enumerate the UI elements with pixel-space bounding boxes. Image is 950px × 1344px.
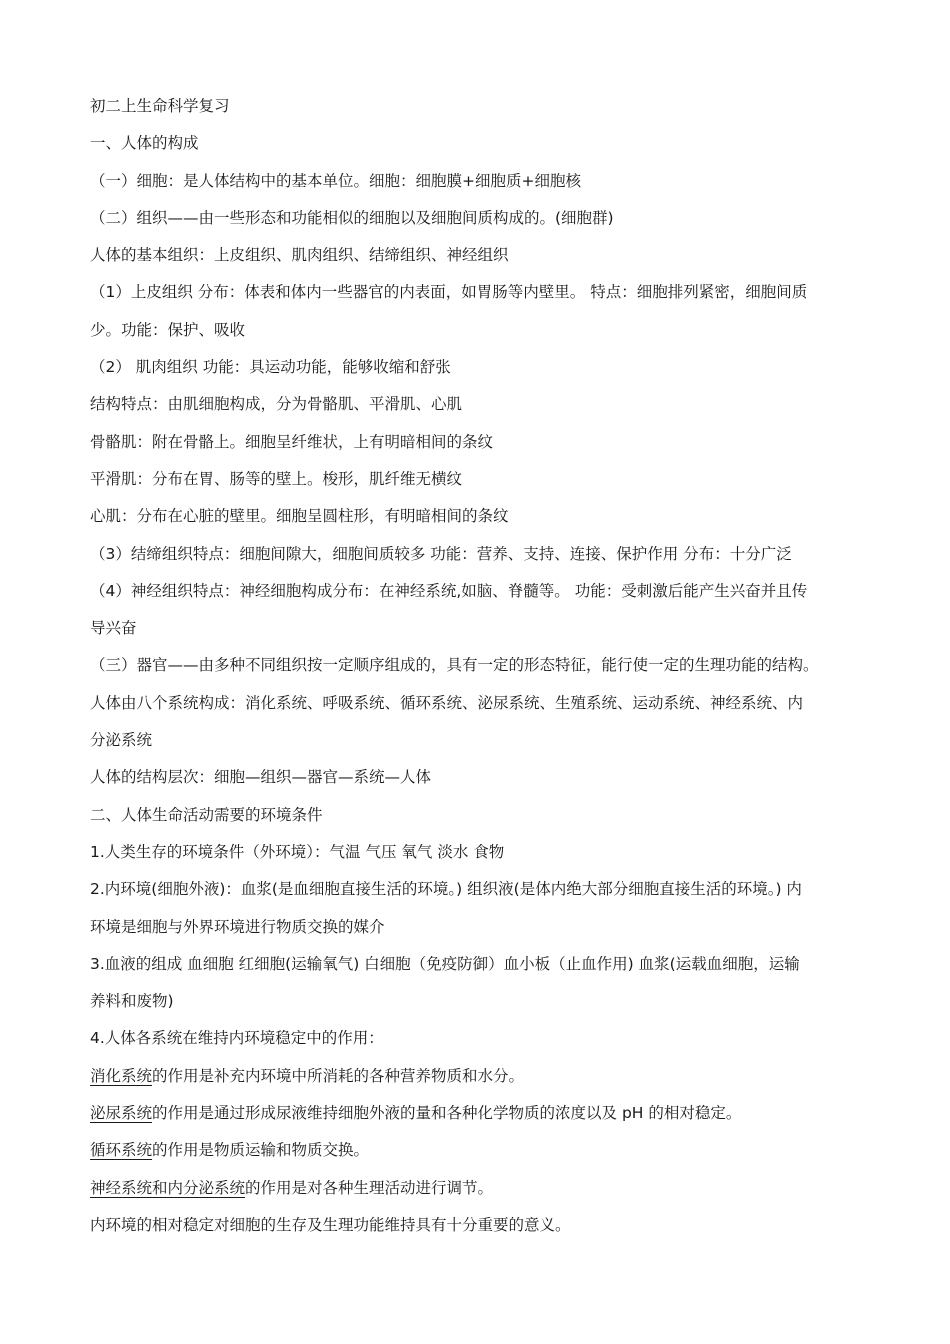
urinary-role-text: 的作用是通过形成尿液维持细胞外液的量和各种化学物质的浓度以及 pH 的相对稳定。: [152, 1104, 742, 1123]
document-page: [90, 88, 862, 1244]
paragraph-structure-levels: 人体的结构层次：细胞—组织—器官—系统—人体: [90, 768, 432, 787]
paragraph-systems-line2: 分泌系统: [90, 731, 153, 750]
paragraph-organ: （三）器官——由多种不同组织按一定顺序组成的，具有一定的形态特征，能行使一定的生理功能的结构。: [90, 656, 819, 675]
paragraph-digestive-role: [90, 1058, 862, 1095]
paragraph-circulatory-role: [90, 1132, 862, 1169]
paragraph-blood-composition-line2: 养料和废物): [90, 992, 174, 1011]
paragraph-conclusion: 内环境的相对稳定对细胞的生存及生理功能维持具有十分重要的意义。: [90, 1215, 571, 1234]
paragraph-systems-line1: 人体由八个系统构成：消化系统、呼吸系统、循环系统、泌尿系统、生殖系统、运动系统、神经系统、内: [90, 693, 804, 712]
paragraph-epithelial-line2: 少。功能：保护、吸收: [90, 320, 246, 339]
section-heading-2: 二、人体生命活动需要的环境条件: [90, 805, 323, 824]
paragraph-basic-tissues: 人体的基本组织：上皮组织、肌肉组织、结缔组织、神经组织: [90, 246, 509, 265]
paragraph-connective-tissue: （3）结缔组织特点：细胞间隙大，细胞间质较多 功能：营养、支持、连接、保护作用 分布：十分广泛: [90, 544, 792, 563]
underlined-term-nervous-endocrine: 神经系统和内分泌系统: [90, 1178, 246, 1197]
paragraph-skeletal-muscle: 骨骼肌：附在骨骼上。细胞呈纤维状，上有明暗相间的条纹: [90, 432, 494, 451]
paragraph-system-roles: 4.人体各系统在维持内环境稳定中的作用：: [90, 1029, 384, 1048]
paragraph-cardiac-muscle: 心肌：分布在心脏的壁里。细胞呈圆柱形，有明暗相间的条纹: [90, 507, 509, 526]
section-heading-1: 一、人体的构成: [90, 134, 199, 153]
paragraph-muscle: （2） 肌肉组织 功能：具运动功能，能够收缩和舒张: [90, 358, 451, 377]
paragraph-tissue: （二）组织——由一些形态和功能相似的细胞以及细胞间质构成的。(细胞群): [90, 208, 614, 227]
paragraph-urinary-role: [90, 1095, 862, 1132]
paragraph-external-environment: 1.人类生存的环境条件（外环境）：气温 气压 氧气 淡水 食物: [90, 842, 505, 861]
paragraph-nerve-tissue-line1: （4）神经组织特点：神经细胞构成分布：在神经系统,如脑、脊髓等。 功能：受刺激后能产生兴奋并且传: [90, 581, 808, 600]
paragraph-internal-environment-line1: 2.内环境(细胞外液)：血浆(是血细胞直接生活的环境。) 组织液(是体内绝大部分细胞直接生活的环境。) 内: [90, 880, 802, 899]
underlined-term-circulatory: 循环系统: [90, 1141, 153, 1160]
underlined-term-urinary: 泌尿系统: [90, 1104, 153, 1123]
paragraph-nervous-endocrine-role: [90, 1170, 862, 1207]
paragraph-smooth-muscle: 平滑肌：分布在胃、肠等的壁上。梭形，肌纤维无横纹: [90, 469, 463, 488]
paragraph-nerve-tissue-line2: 导兴奋: [90, 619, 137, 638]
paragraph-blood-composition-line1: 3.血液的组成 血细胞 红细胞(运输氧气) 白细胞（免疫防御）血小板（止血作用) 血浆(运载血细胞，运输: [90, 954, 800, 973]
paragraph-cell: （一）细胞：是人体结构中的基本单位。细胞：细胞膜+细胞质+细胞核: [90, 171, 581, 190]
paragraph-epithelial-line1: （1）上皮组织 分布：体表和体内一些器官的内表面，如胃肠等内壁里。 特点：细胞排列紧密，细胞间质: [90, 283, 808, 302]
nervous-endocrine-role-text: 的作用是对各种生理活动进行调节。: [245, 1178, 494, 1197]
paragraph-muscle-structure: 结构特点：由肌细胞构成，分为骨骼肌、平滑肌、心肌: [90, 395, 463, 414]
document-title: 初二上生命科学复习: [90, 97, 230, 115]
digestive-role-text: 的作用是补充内环境中所消耗的各种营养物质和水分。: [152, 1066, 525, 1085]
underlined-term-digestive: 消化系统: [90, 1066, 153, 1085]
paragraph-internal-environment-line2: 环境是细胞与外界环境进行物质交换的媒介: [90, 917, 385, 936]
circulatory-role-text: 的作用是物质运输和物质交换。: [152, 1141, 370, 1160]
